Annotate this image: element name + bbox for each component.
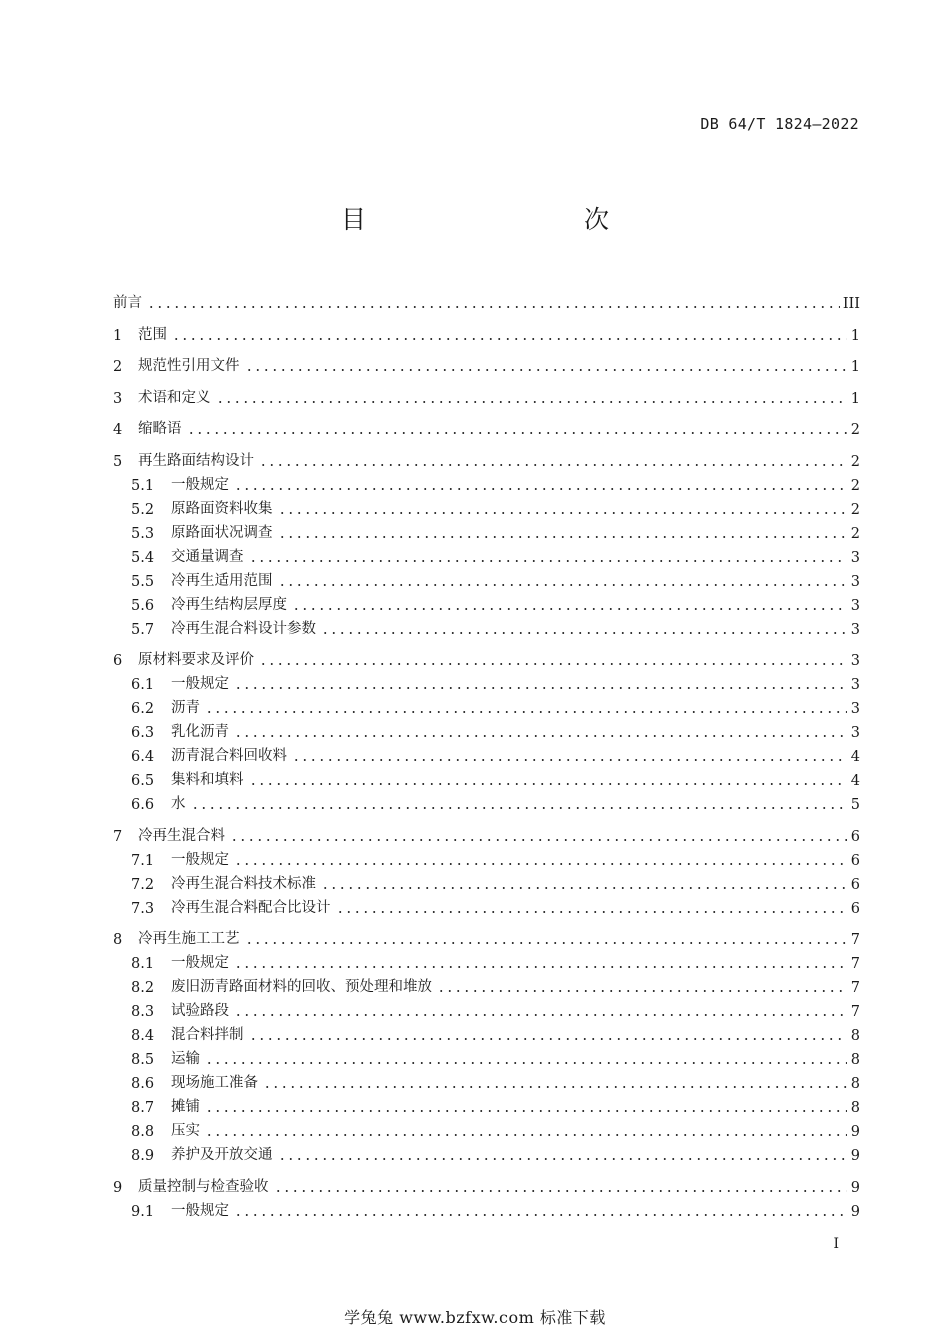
toc-entry-page: 4 bbox=[850, 773, 860, 789]
toc-entry-number: 8.4 bbox=[131, 1028, 155, 1044]
toc-entry-title: 冷再生结构层厚度 bbox=[171, 596, 287, 613]
toc-entry-number: 8.5 bbox=[131, 1052, 155, 1068]
toc-entry[interactable] bbox=[113, 1020, 860, 1044]
toc-entry-number: 8.7 bbox=[131, 1100, 155, 1116]
toc-entry-title: 运输 bbox=[171, 1051, 200, 1067]
toc-entry-number: 9 bbox=[113, 1179, 123, 1196]
toc-entry[interactable] bbox=[113, 996, 860, 1020]
toc-leader-dots bbox=[321, 621, 847, 635]
toc-entry-page: 3 bbox=[850, 597, 860, 614]
toc-entry-page: 6 bbox=[850, 852, 860, 869]
toc-leader-dots bbox=[191, 796, 848, 810]
toc-entry-title: 前言 bbox=[113, 295, 142, 311]
toc-entry-page: 3 bbox=[850, 701, 860, 717]
toc-entry[interactable] bbox=[113, 893, 860, 917]
toc-leader-dots bbox=[245, 358, 848, 372]
toc-entry-page: 7 bbox=[850, 1004, 860, 1020]
toc-entry[interactable] bbox=[113, 1092, 860, 1116]
toc-leader-dots bbox=[292, 748, 847, 762]
toc-entry-page: 8 bbox=[850, 1052, 860, 1068]
toc-entry-page: 2 bbox=[850, 525, 860, 542]
toc-entry-page: 7 bbox=[850, 932, 860, 948]
toc-entry[interactable] bbox=[113, 470, 860, 494]
toc-entry-number: 8.2 bbox=[131, 980, 155, 996]
toc-entry-page: 3 bbox=[850, 653, 860, 669]
toc-entry[interactable] bbox=[113, 286, 860, 312]
toc-leader-dots bbox=[278, 1147, 848, 1161]
toc-entry[interactable] bbox=[113, 917, 860, 949]
toc-leader-dots bbox=[278, 501, 848, 515]
toc-leader-dots bbox=[263, 1075, 847, 1089]
toc-entry[interactable] bbox=[113, 717, 860, 741]
toc-entry[interactable] bbox=[113, 1068, 860, 1092]
toc-entry-page: 2 bbox=[850, 422, 860, 438]
toc-leader-dots bbox=[234, 852, 847, 866]
toc-entry-title: 混合料拌制 bbox=[171, 1027, 244, 1043]
toc-entry-page: 1 bbox=[850, 359, 860, 375]
toc-entry-number: 8.3 bbox=[131, 1004, 155, 1020]
toc-entry-number: 7.3 bbox=[131, 900, 155, 917]
toc-entry-number: 8.6 bbox=[131, 1076, 155, 1092]
toc-entry-title: 一般规定 bbox=[171, 476, 229, 493]
toc-entry-page: 3 bbox=[850, 549, 860, 566]
document-code: DB 64/T 1824—2022 bbox=[700, 115, 859, 133]
toc-entry-title: 废旧沥青路面材料的回收、预处理和堆放 bbox=[171, 979, 432, 995]
toc-entry-title: 沥青混合料回收料 bbox=[171, 748, 287, 764]
toc-entry[interactable] bbox=[113, 948, 860, 972]
toc-leader-dots bbox=[187, 421, 848, 435]
toc-entry[interactable] bbox=[113, 638, 860, 670]
toc-entry-page: 4 bbox=[850, 749, 860, 765]
toc-entry-number: 5.3 bbox=[131, 525, 155, 542]
toc-entry-number: 4 bbox=[113, 422, 123, 438]
toc-entry-page: 2 bbox=[850, 501, 860, 518]
toc-leader-dots bbox=[278, 573, 848, 587]
toc-entry-title: 再生路面结构设计 bbox=[138, 452, 254, 469]
toc-entry-title: 现场施工准备 bbox=[171, 1075, 258, 1091]
toc-entry[interactable] bbox=[113, 1044, 860, 1068]
toc-entry[interactable] bbox=[113, 669, 860, 693]
toc-entry-page: 1 bbox=[850, 327, 860, 344]
toc-entry-page: 6 bbox=[850, 900, 860, 917]
toc-entry[interactable] bbox=[113, 407, 860, 439]
toc-entry-title: 一般规定 bbox=[171, 955, 229, 971]
toc-entry-title: 缩略语 bbox=[138, 421, 182, 437]
toc-entry-page: 3 bbox=[850, 621, 860, 638]
toc-entry-number: 6.6 bbox=[131, 797, 155, 813]
toc-entry-title: 原材料要求及评价 bbox=[138, 652, 254, 668]
toc-leader-dots bbox=[278, 525, 848, 539]
toc-entry-number: 7 bbox=[113, 828, 123, 845]
toc-entry[interactable] bbox=[113, 375, 860, 407]
toc-entry-title: 交通量调查 bbox=[171, 548, 244, 565]
toc-entry-number: 6 bbox=[113, 653, 123, 669]
toc-leader-dots bbox=[249, 549, 848, 563]
page-title: 目 次 bbox=[340, 205, 665, 234]
toc-entry-title: 冷再生混合料设计参数 bbox=[171, 620, 316, 637]
toc-entry[interactable] bbox=[113, 789, 860, 813]
toc-leader-dots bbox=[336, 900, 848, 914]
toc-leader-dots bbox=[205, 1123, 847, 1137]
toc-entry-number: 5.6 bbox=[131, 597, 155, 614]
toc-entry-title: 冷再生施工工艺 bbox=[138, 931, 240, 947]
toc-leader-dots bbox=[321, 876, 847, 890]
toc-entry-number: 8.8 bbox=[131, 1124, 155, 1140]
toc-entry-number: 8.9 bbox=[131, 1148, 155, 1164]
toc-leader-dots bbox=[205, 1099, 847, 1113]
toc-entry[interactable] bbox=[113, 590, 860, 614]
toc-entry-title: 质量控制与检查验收 bbox=[138, 1178, 269, 1195]
toc-entry-title: 冷再生混合料 bbox=[138, 827, 225, 844]
toc-entry-page: 2 bbox=[850, 477, 860, 494]
toc-leader-dots bbox=[249, 772, 848, 786]
toc-entry[interactable] bbox=[113, 741, 860, 765]
toc-entry-number: 1 bbox=[113, 327, 123, 344]
toc-entry[interactable] bbox=[113, 1116, 860, 1140]
toc-leader-dots bbox=[274, 1179, 848, 1193]
toc-leader-dots bbox=[205, 1051, 847, 1065]
toc-entry-number: 2 bbox=[113, 359, 123, 375]
toc-entry-title: 养护及开放交通 bbox=[171, 1147, 273, 1163]
toc-entry[interactable] bbox=[113, 869, 860, 893]
toc-entry-title: 原路面状况调查 bbox=[171, 524, 273, 541]
toc-entry[interactable] bbox=[113, 845, 860, 869]
toc-leader-dots bbox=[147, 295, 840, 309]
toc-entry-number: 6.5 bbox=[131, 773, 155, 789]
toc-entry-title: 原路面资料收集 bbox=[171, 500, 273, 517]
toc-entry[interactable] bbox=[113, 438, 860, 470]
page-number: I bbox=[833, 1236, 839, 1252]
toc-entry-title: 一般规定 bbox=[171, 1202, 229, 1219]
toc-entry-title: 摊铺 bbox=[171, 1099, 200, 1115]
toc-entry[interactable] bbox=[113, 344, 860, 376]
toc-entry-page: III bbox=[842, 296, 860, 312]
toc-leader-dots bbox=[234, 724, 847, 738]
toc-entry-number: 5.1 bbox=[131, 477, 155, 494]
toc-entry-page: 7 bbox=[850, 980, 860, 996]
toc-leader-dots bbox=[234, 477, 847, 491]
toc-entry-page: 9 bbox=[850, 1124, 860, 1140]
toc-entry-page: 3 bbox=[850, 573, 860, 590]
toc-entry-page: 6 bbox=[850, 828, 860, 845]
toc-entry-title: 乳化沥青 bbox=[171, 724, 229, 740]
toc-entry-page: 1 bbox=[850, 390, 860, 407]
toc-entry-page: 6 bbox=[850, 876, 860, 893]
toc-entry-title: 范围 bbox=[138, 326, 167, 343]
toc-entry-number: 5.4 bbox=[131, 549, 155, 566]
toc-entry-number: 6.4 bbox=[131, 749, 155, 765]
toc-entry[interactable] bbox=[113, 542, 860, 566]
toc-entry-title: 冷再生混合料配合比设计 bbox=[171, 899, 331, 916]
toc-entry-page: 8 bbox=[850, 1100, 860, 1116]
toc-entry-page: 7 bbox=[850, 956, 860, 972]
toc-entry-title: 一般规定 bbox=[171, 676, 229, 692]
toc-entry[interactable] bbox=[113, 1196, 860, 1220]
toc-entry-number: 3 bbox=[113, 390, 123, 407]
toc-entry-number: 9.1 bbox=[131, 1203, 155, 1220]
toc-leader-dots bbox=[230, 828, 847, 842]
toc-entry-number: 8.1 bbox=[131, 956, 155, 972]
toc-entry-page: 5 bbox=[850, 797, 860, 813]
toc-entry[interactable] bbox=[113, 693, 860, 717]
toc-entry-number: 8 bbox=[113, 932, 123, 948]
toc-leader-dots bbox=[245, 931, 848, 945]
toc-leader-dots bbox=[234, 1003, 847, 1017]
toc-entry-number: 7.2 bbox=[131, 876, 155, 893]
footer-watermark: 学兔兔 www.bzfxw.com 标准下载 bbox=[344, 1308, 606, 1327]
toc-entry-number: 5.2 bbox=[131, 501, 155, 518]
toc-entry-number: 6.2 bbox=[131, 701, 155, 717]
toc-leader-dots bbox=[216, 390, 848, 404]
toc-entry-number: 5 bbox=[113, 453, 123, 470]
toc-entry-title: 集料和填料 bbox=[171, 772, 244, 788]
toc-entry-title: 冷再生混合料技术标准 bbox=[171, 875, 316, 892]
toc-entry-title: 水 bbox=[171, 796, 186, 812]
toc-leader-dots bbox=[205, 700, 847, 714]
toc-entry-title: 一般规定 bbox=[171, 851, 229, 868]
toc-entry[interactable] bbox=[113, 614, 860, 638]
toc-entry[interactable] bbox=[113, 1164, 860, 1196]
table-of-contents bbox=[113, 286, 860, 1220]
toc-entry-page: 9 bbox=[850, 1179, 860, 1196]
toc-leader-dots bbox=[234, 676, 847, 690]
toc-entry-number: 7.1 bbox=[131, 852, 155, 869]
toc-entry-title: 压实 bbox=[171, 1123, 200, 1139]
toc-leader-dots bbox=[259, 652, 847, 666]
toc-entry-page: 3 bbox=[850, 725, 860, 741]
toc-entry-page: 8 bbox=[850, 1076, 860, 1092]
toc-leader-dots bbox=[234, 955, 847, 969]
toc-entry-page: 2 bbox=[850, 453, 860, 470]
toc-entry[interactable] bbox=[113, 972, 860, 996]
toc-leader-dots bbox=[172, 327, 847, 341]
toc-leader-dots bbox=[292, 597, 847, 611]
toc-entry[interactable] bbox=[113, 518, 860, 542]
toc-entry[interactable] bbox=[113, 765, 860, 789]
toc-entry-number: 5.7 bbox=[131, 621, 155, 638]
toc-entry-page: 8 bbox=[850, 1028, 860, 1044]
toc-entry-title: 冷再生适用范围 bbox=[171, 572, 273, 589]
toc-entry-number: 6.3 bbox=[131, 725, 155, 741]
toc-entry[interactable] bbox=[113, 494, 860, 518]
toc-leader-dots bbox=[249, 1027, 848, 1041]
toc-entry-page: 9 bbox=[850, 1148, 860, 1164]
toc-entry[interactable] bbox=[113, 813, 860, 845]
toc-leader-dots bbox=[437, 979, 847, 993]
toc-entry[interactable] bbox=[113, 312, 860, 344]
toc-entry-number: 5.5 bbox=[131, 573, 155, 590]
toc-entry-title: 沥青 bbox=[171, 700, 200, 716]
toc-entry-number: 6.1 bbox=[131, 677, 155, 693]
toc-leader-dots bbox=[259, 453, 847, 467]
toc-entry[interactable] bbox=[113, 1140, 860, 1164]
toc-entry-title: 术语和定义 bbox=[138, 389, 211, 406]
toc-entry-title: 试验路段 bbox=[171, 1003, 229, 1019]
toc-entry-title: 规范性引用文件 bbox=[138, 358, 240, 374]
toc-entry[interactable] bbox=[113, 566, 860, 590]
toc-entry-page: 3 bbox=[850, 677, 860, 693]
toc-leader-dots bbox=[234, 1203, 847, 1217]
toc-entry-page: 9 bbox=[850, 1203, 860, 1220]
